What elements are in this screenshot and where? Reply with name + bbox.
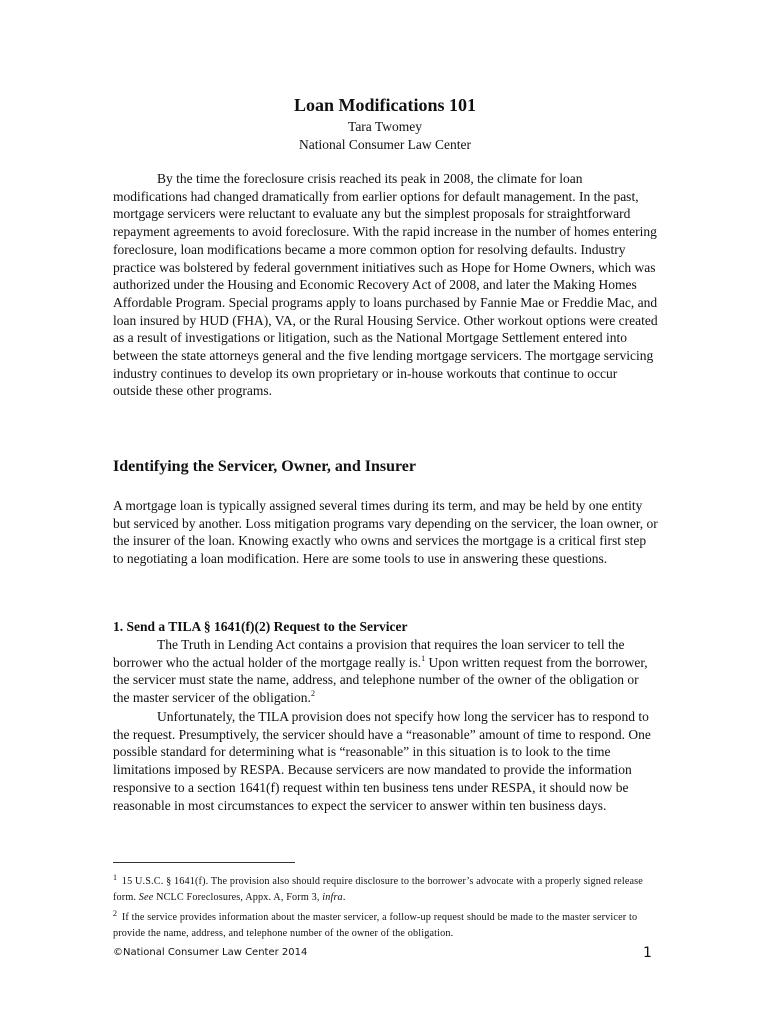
footnote-1-infra: infra	[322, 892, 343, 903]
footnote-1-number: 1	[113, 873, 118, 882]
footnote-1-see: See	[138, 892, 154, 903]
footnote-2-text: If the service provides information about the master servicer, a follow-up request should be made to the master servicer to provide the name, address, and telephone number of the owner of the obligation.	[113, 912, 638, 939]
footnote-1-text-c: .	[342, 892, 346, 903]
section-paragraph-identifying: A mortgage loan is typically assigned several times during its term, and may be held by one entity but serviced by another. Loss mitigation programs vary depending on the servicer, the loan owner, or the insurer of the loan. Knowing exactly who owns and services the mortgage is a critical first step to negotiating a loan modification. Here are some tools to use in answering these questions.	[113, 498, 658, 567]
tila-paragraph-1	[113, 636, 658, 707]
footnote-1	[113, 870, 658, 906]
intro-paragraph: By the time the foreclosure crisis reached its peak in 2008, the climate for loan modifications had changed dramatically from earlier options for default management. In the past, mortgage servicers were reluctant to evaluate any but the simplest proposals for straightforward repayment agreements to avoid foreclosure. With the rapid increase in the number of homes entering foreclosure, loan modifications became a more common option for resolving defaults. Industry practice was bolstered by federal government initiatives such as Hope for Home Owners, which was authorized under the Housing and Economic Recovery Act of 2008, and later the Making Homes Affordable Program. Special programs apply to loans purchased by Fannie Mae or Freddie Mac, and loan insured by HUD (FHA), VA, or the Rural Housing Service. Other workout options were created as a result of investigations or litigation, such as the National Mortgage Settlement entered into between the state attorneys general and the five lending mortgage servicers. The mortgage servicing industry continues to develop its own proprietary or in-house workouts that continue to occur outside these other programs.	[113, 171, 658, 399]
footnote-ref-2[interactable]: 2	[310, 689, 315, 699]
page-number: 1	[643, 945, 652, 961]
footnote-separator	[113, 862, 295, 863]
footnote-1-text-a: 15 U.S.C. § 1641(f). The provision also should require disclosure to the borrower’s advocate with a properly signed release form.	[113, 876, 643, 903]
copyright-footer: ©National Consumer Law Center 2014	[113, 947, 308, 958]
subsection-heading-tila-request: 1. Send a TILA § 1641(f)(2) Request to the Servicer	[113, 619, 408, 634]
footnote-2	[113, 906, 658, 942]
footnote-1-text-b: NCLC Foreclosures, Appx. A, Form 3,	[153, 892, 323, 903]
tila-paragraph-2: Unfortunately, the TILA provision does not specify how long the servicer has to respond to the request. Presumptively, the servicer should have a “reasonable” amount of time to respond. One possible standard for determining what is “reasonable” in this situation is to look to the time limitations imposed by RESPA. Because servicers are now mandated to provide the information responsive to a section 1641(f) request within ten business tens under RESPA, it should now be reasonable in most circumstances to expect the servicer to answer within ten business days.	[113, 709, 651, 813]
tila-paragraph-1-text-a: The Truth in Lending Act contains a provision that requires the loan servicer to tell the borrower who the actual holder of the mortgage really is.	[113, 637, 625, 670]
author-organization: National Consumer Law Center	[298, 137, 472, 152]
section-heading-identifying: Identifying the Servicer, Owner, and Insurer	[113, 458, 416, 475]
document-title: Loan Modifications 101	[293, 95, 476, 115]
tila-paragraph-1-text-b: Upon written request from the borrower, the servicer must state the name, address, and telephone number of the owner of the obligation or the master servicer of the obligation.	[113, 654, 648, 706]
author-name: Tara Twomey	[348, 119, 422, 134]
footnotes	[113, 870, 658, 942]
footnote-ref-1[interactable]: 1	[421, 653, 426, 663]
footnote-2-number: 2	[113, 909, 118, 918]
